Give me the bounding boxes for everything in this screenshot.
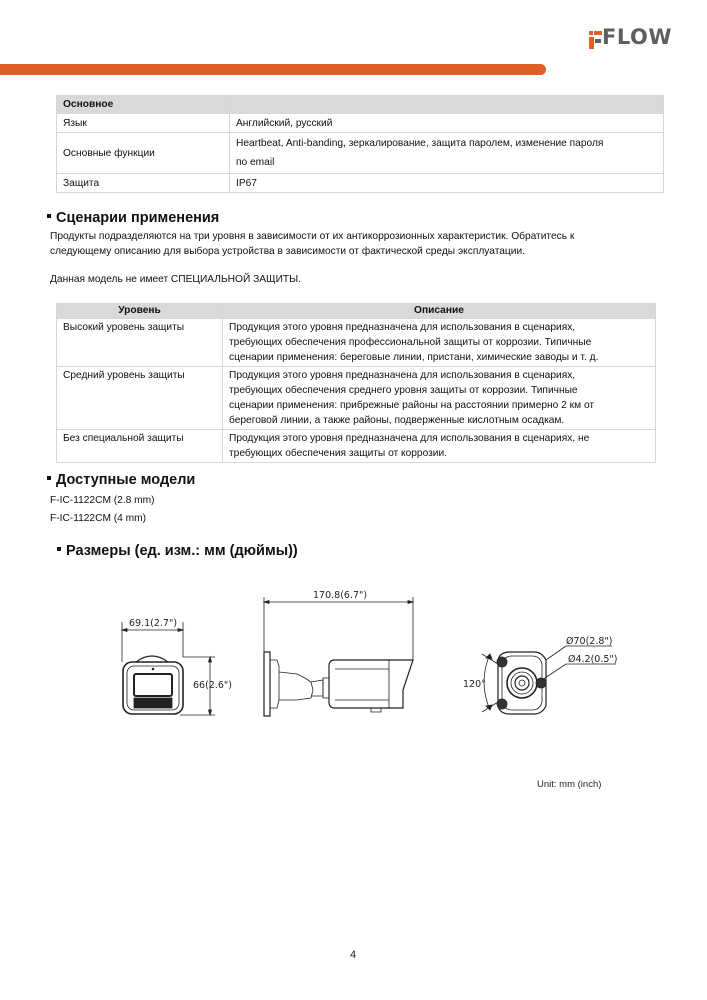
front-height-label: 66(2.6") xyxy=(193,680,232,691)
spec-row-language xyxy=(57,114,664,133)
scenarios-heading xyxy=(47,210,219,226)
protection-level-table xyxy=(56,303,656,463)
logo-text: FLOW xyxy=(602,25,672,49)
description-line: Продукция этого уровня предназначена для использования в сценариях, xyxy=(229,322,576,333)
level-row-high xyxy=(57,319,656,367)
front-view-drawing xyxy=(110,612,240,727)
level-description xyxy=(223,367,656,430)
level-name: Высокий уровень защиты xyxy=(57,319,223,367)
model-item: F-IC-1122CM (2.8 mm) xyxy=(50,495,155,506)
description-line: Продукция этого уровня предназначена для использования в сценариях, не xyxy=(229,433,590,444)
logo-mark-icon xyxy=(588,31,602,49)
spec-row-protection xyxy=(57,174,664,193)
spec-table-header xyxy=(57,96,664,114)
dimensions-title: Размеры (ед. изм.: мм (дюймы)) xyxy=(66,543,298,559)
side-length-label: 170.8(6.7") xyxy=(313,590,368,601)
scenarios-note: Данная модель не имеет СПЕЦИАЛЬНОЙ ЗАЩИТЫ. xyxy=(50,274,301,285)
spec-key: Язык xyxy=(57,114,230,133)
spec-value-line: по email xyxy=(236,157,275,168)
spec-value: Английский, русский xyxy=(230,114,664,133)
spec-value-line: Heartbeat, Anti-banding, зеркалирование, защита паролем, изменение пароля xyxy=(236,138,604,149)
level-row-medium xyxy=(57,367,656,430)
level-table-header xyxy=(57,304,656,319)
dimensions-heading xyxy=(57,543,298,559)
scenarios-intro xyxy=(50,229,574,259)
spec-row-functions xyxy=(57,133,664,174)
page-number: 4 xyxy=(350,949,357,961)
spec-section-empty xyxy=(230,96,664,114)
description-line: сценарии применения: береговые линии, пристани, химические заводы и т. д. xyxy=(229,352,599,363)
flow-logo xyxy=(588,25,678,52)
header-description: Описание xyxy=(223,304,656,319)
level-description xyxy=(223,430,656,463)
level-row-none xyxy=(57,430,656,463)
level-name: Средний уровень защиты xyxy=(57,367,223,430)
header-accent-bar xyxy=(0,64,546,75)
scenarios-title: Сценарии применения xyxy=(56,210,220,226)
level-description xyxy=(223,319,656,367)
base-angle-label: 120° xyxy=(463,679,486,690)
intro-line: следующему описанию для выбора устройства в зависимости от фактической среды эксплуатации. xyxy=(50,246,525,257)
level-name: Без специальной защиты xyxy=(57,430,223,463)
spec-key: Защита xyxy=(57,174,230,193)
base-diameter-label: Ø70(2.8") xyxy=(566,636,613,647)
base-view-drawing xyxy=(450,620,630,740)
spec-value: IP67 xyxy=(230,174,664,193)
spec-table xyxy=(56,95,664,193)
models-list xyxy=(50,492,155,528)
description-line: требующих обеспечения защиты от коррозии. xyxy=(229,448,448,459)
description-line: Продукция этого уровня предназначена для использования в сценариях, xyxy=(229,370,576,381)
description-line: береговой линии, а также районы, подверженные кислотным осадкам. xyxy=(229,415,565,426)
description-line: сценарии применения: прибрежные районы на расстоянии примерно 2 км от xyxy=(229,400,595,411)
model-item: F-IC-1122CM (4 mm) xyxy=(50,513,147,524)
intro-line: Продукты подразделяются на три уровня в зависимости от их антикоррозионных характеристик. Обратитесь к xyxy=(50,231,575,242)
bullet-icon xyxy=(57,547,61,551)
unit-note: Unit: mm (inch) xyxy=(537,779,602,790)
hole-diameter-label: Ø4.2(0.5") xyxy=(568,654,618,665)
bullet-icon xyxy=(47,214,51,218)
description-line: требующих обеспечения профессиональной защиты от коррозии. Типичные xyxy=(229,337,592,348)
side-view-drawing xyxy=(255,582,425,732)
bullet-icon xyxy=(47,476,51,480)
spec-key: Основные функции xyxy=(57,133,230,174)
description-line: требующих обеспечения среднего уровня защиты от коррозии. Типичные xyxy=(229,385,578,396)
front-width-label: 69.1(2.7") xyxy=(129,618,178,629)
spec-section-label: Основное xyxy=(57,96,230,114)
models-heading xyxy=(47,472,195,488)
models-title: Доступные модели xyxy=(56,472,196,488)
spec-value xyxy=(230,133,664,174)
header-level: Уровень xyxy=(57,304,223,319)
